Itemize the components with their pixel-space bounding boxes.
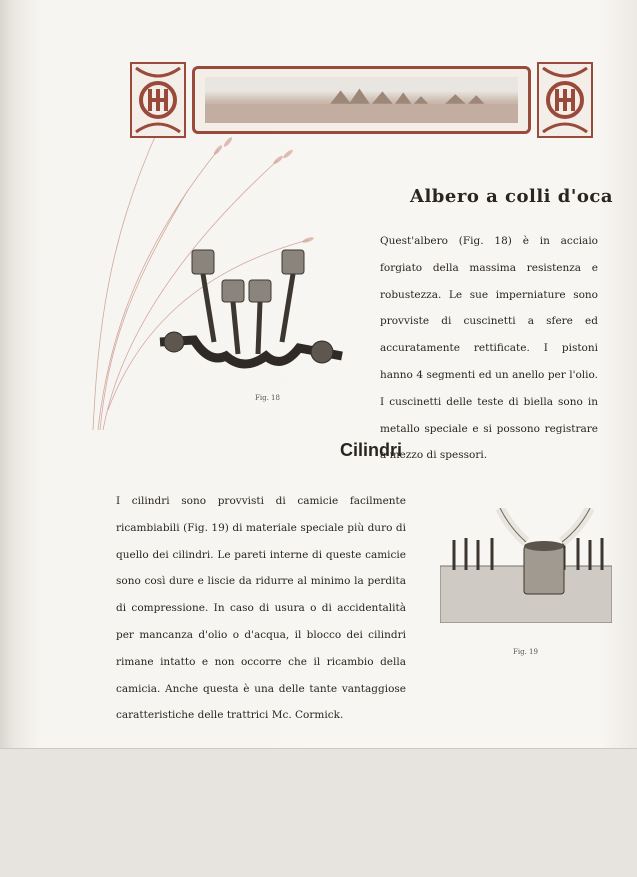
paragraph-cylinders: I cilindri sono provvisti di camicie facilmente ricambiabili (Fig. 19) di materiale speciale più duro di quello dei cilindri. Le pareti interne di queste camicie sono così dure e liscie da ridurre al minimo la perdita di compressione. In caso di usura o di accidentalità per mancanza d'olio o d'acqua, il blocco dei cilindri rimane intatto e non occorre che il ricambio della camicia. Anche questa è una delle tante vantaggiose caratteristiche delle trattrici Mc. Cormick.	[116, 495, 406, 722]
header-banner	[130, 62, 593, 138]
ihc-logo-right	[537, 62, 593, 138]
banner-frame	[192, 66, 531, 134]
cylinder-figure	[440, 508, 612, 623]
section-title-crankshaft: Albero a colli d'oca	[410, 186, 613, 207]
crankshaft-figure	[154, 244, 359, 390]
haystack-field-image	[205, 77, 518, 123]
figure-caption-19: Fig. 19	[513, 648, 538, 656]
page-edge	[0, 748, 637, 877]
ihc-logo-left	[130, 62, 186, 138]
section-title-cylinders: Cilindri	[340, 440, 402, 460]
paragraph-crankshaft: Quest'albero (Fig. 18) è in acciaio forgiato della massima resistenza e robustezza. Le sue imperniature sono provviste di cuscinetti a sfere ed accuratamente rettificate. I pistoni hanno 4 segmenti ed un anello per l'olio. I cuscinetti delle teste di biella sono in metallo speciale e si possono registrare a mezzo di spessori.	[380, 235, 598, 462]
figure-caption-18: Fig. 18	[255, 394, 280, 402]
